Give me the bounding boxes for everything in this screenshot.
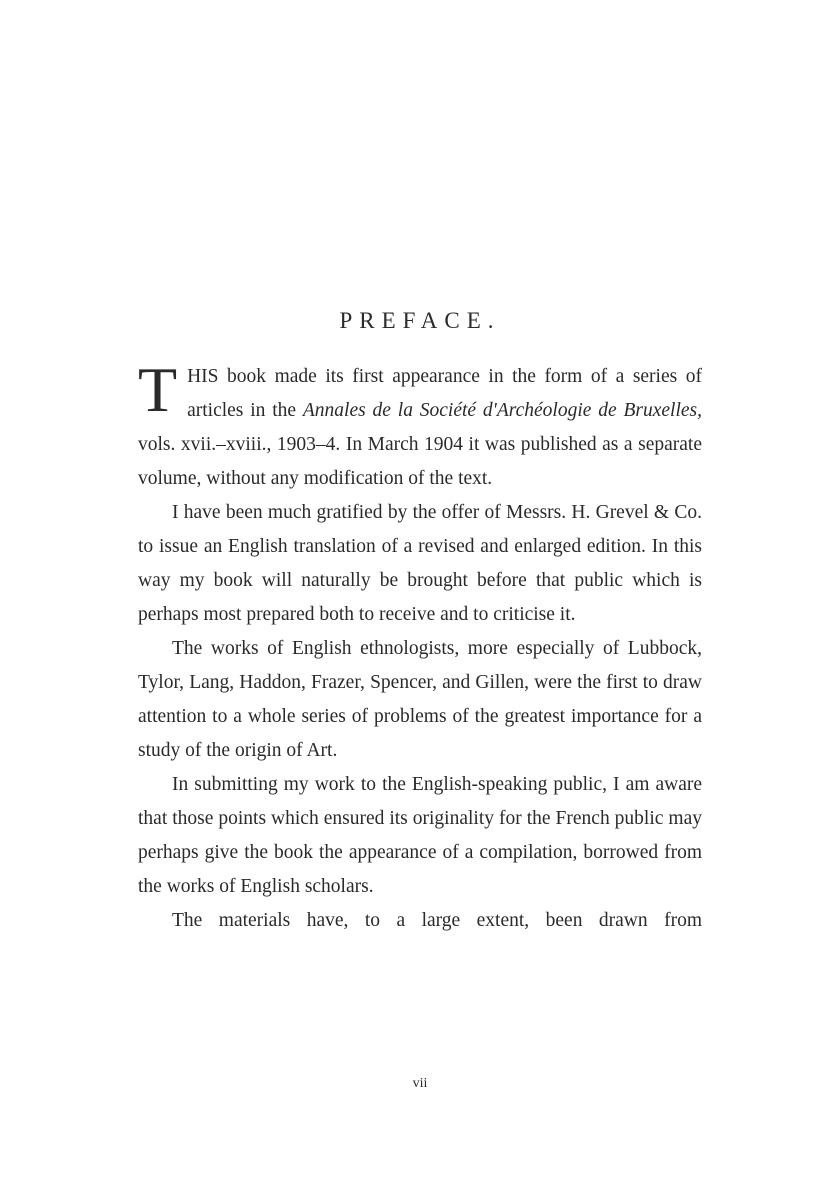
paragraph-3: The works of English ethnologists, more especially of Lubbock, Tylor, Lang, Haddon, Frazer, Spencer, and Gillen, were the first to draw attention to a whole series of problems of the greatest importance for a study of the origin of Art.	[138, 638, 702, 761]
journal-title: Annales de la Société d'Archéologie de Bruxelles,	[302, 400, 702, 421]
paragraph-1-text-a: HIS book made its first appearance in the form of a series of articles in the	[187, 366, 702, 421]
drop-cap: T	[138, 354, 178, 425]
page-title: PREFACE.	[339, 308, 501, 333]
preface-body	[138, 354, 702, 938]
paragraph-1	[138, 354, 702, 496]
book-page	[138, 0, 702, 1191]
paragraph-5: The materials have, to a large extent, been drawn from	[172, 910, 702, 931]
paragraph-4: In submitting my work to the English-speaking public, I am aware that those points which ensured its originality for the French public may perhaps give the book the appearance of a compilation, borrowed from the works of English scholars.	[138, 774, 702, 897]
page-number: vii	[412, 1076, 428, 1091]
paragraph-1-text-b: vols. xvii.–xviii., 1903–4. In March 1904 it was published as a separate volume, without any modification of the text.	[138, 434, 702, 489]
paragraph-2: I have been much gratified by the offer of Messrs. H. Grevel & Co. to issue an English translation of a revised and enlarged edition. In this way my book will naturally be brought before that public which is perhaps most prepared both to receive and to criticise it.	[138, 502, 702, 625]
